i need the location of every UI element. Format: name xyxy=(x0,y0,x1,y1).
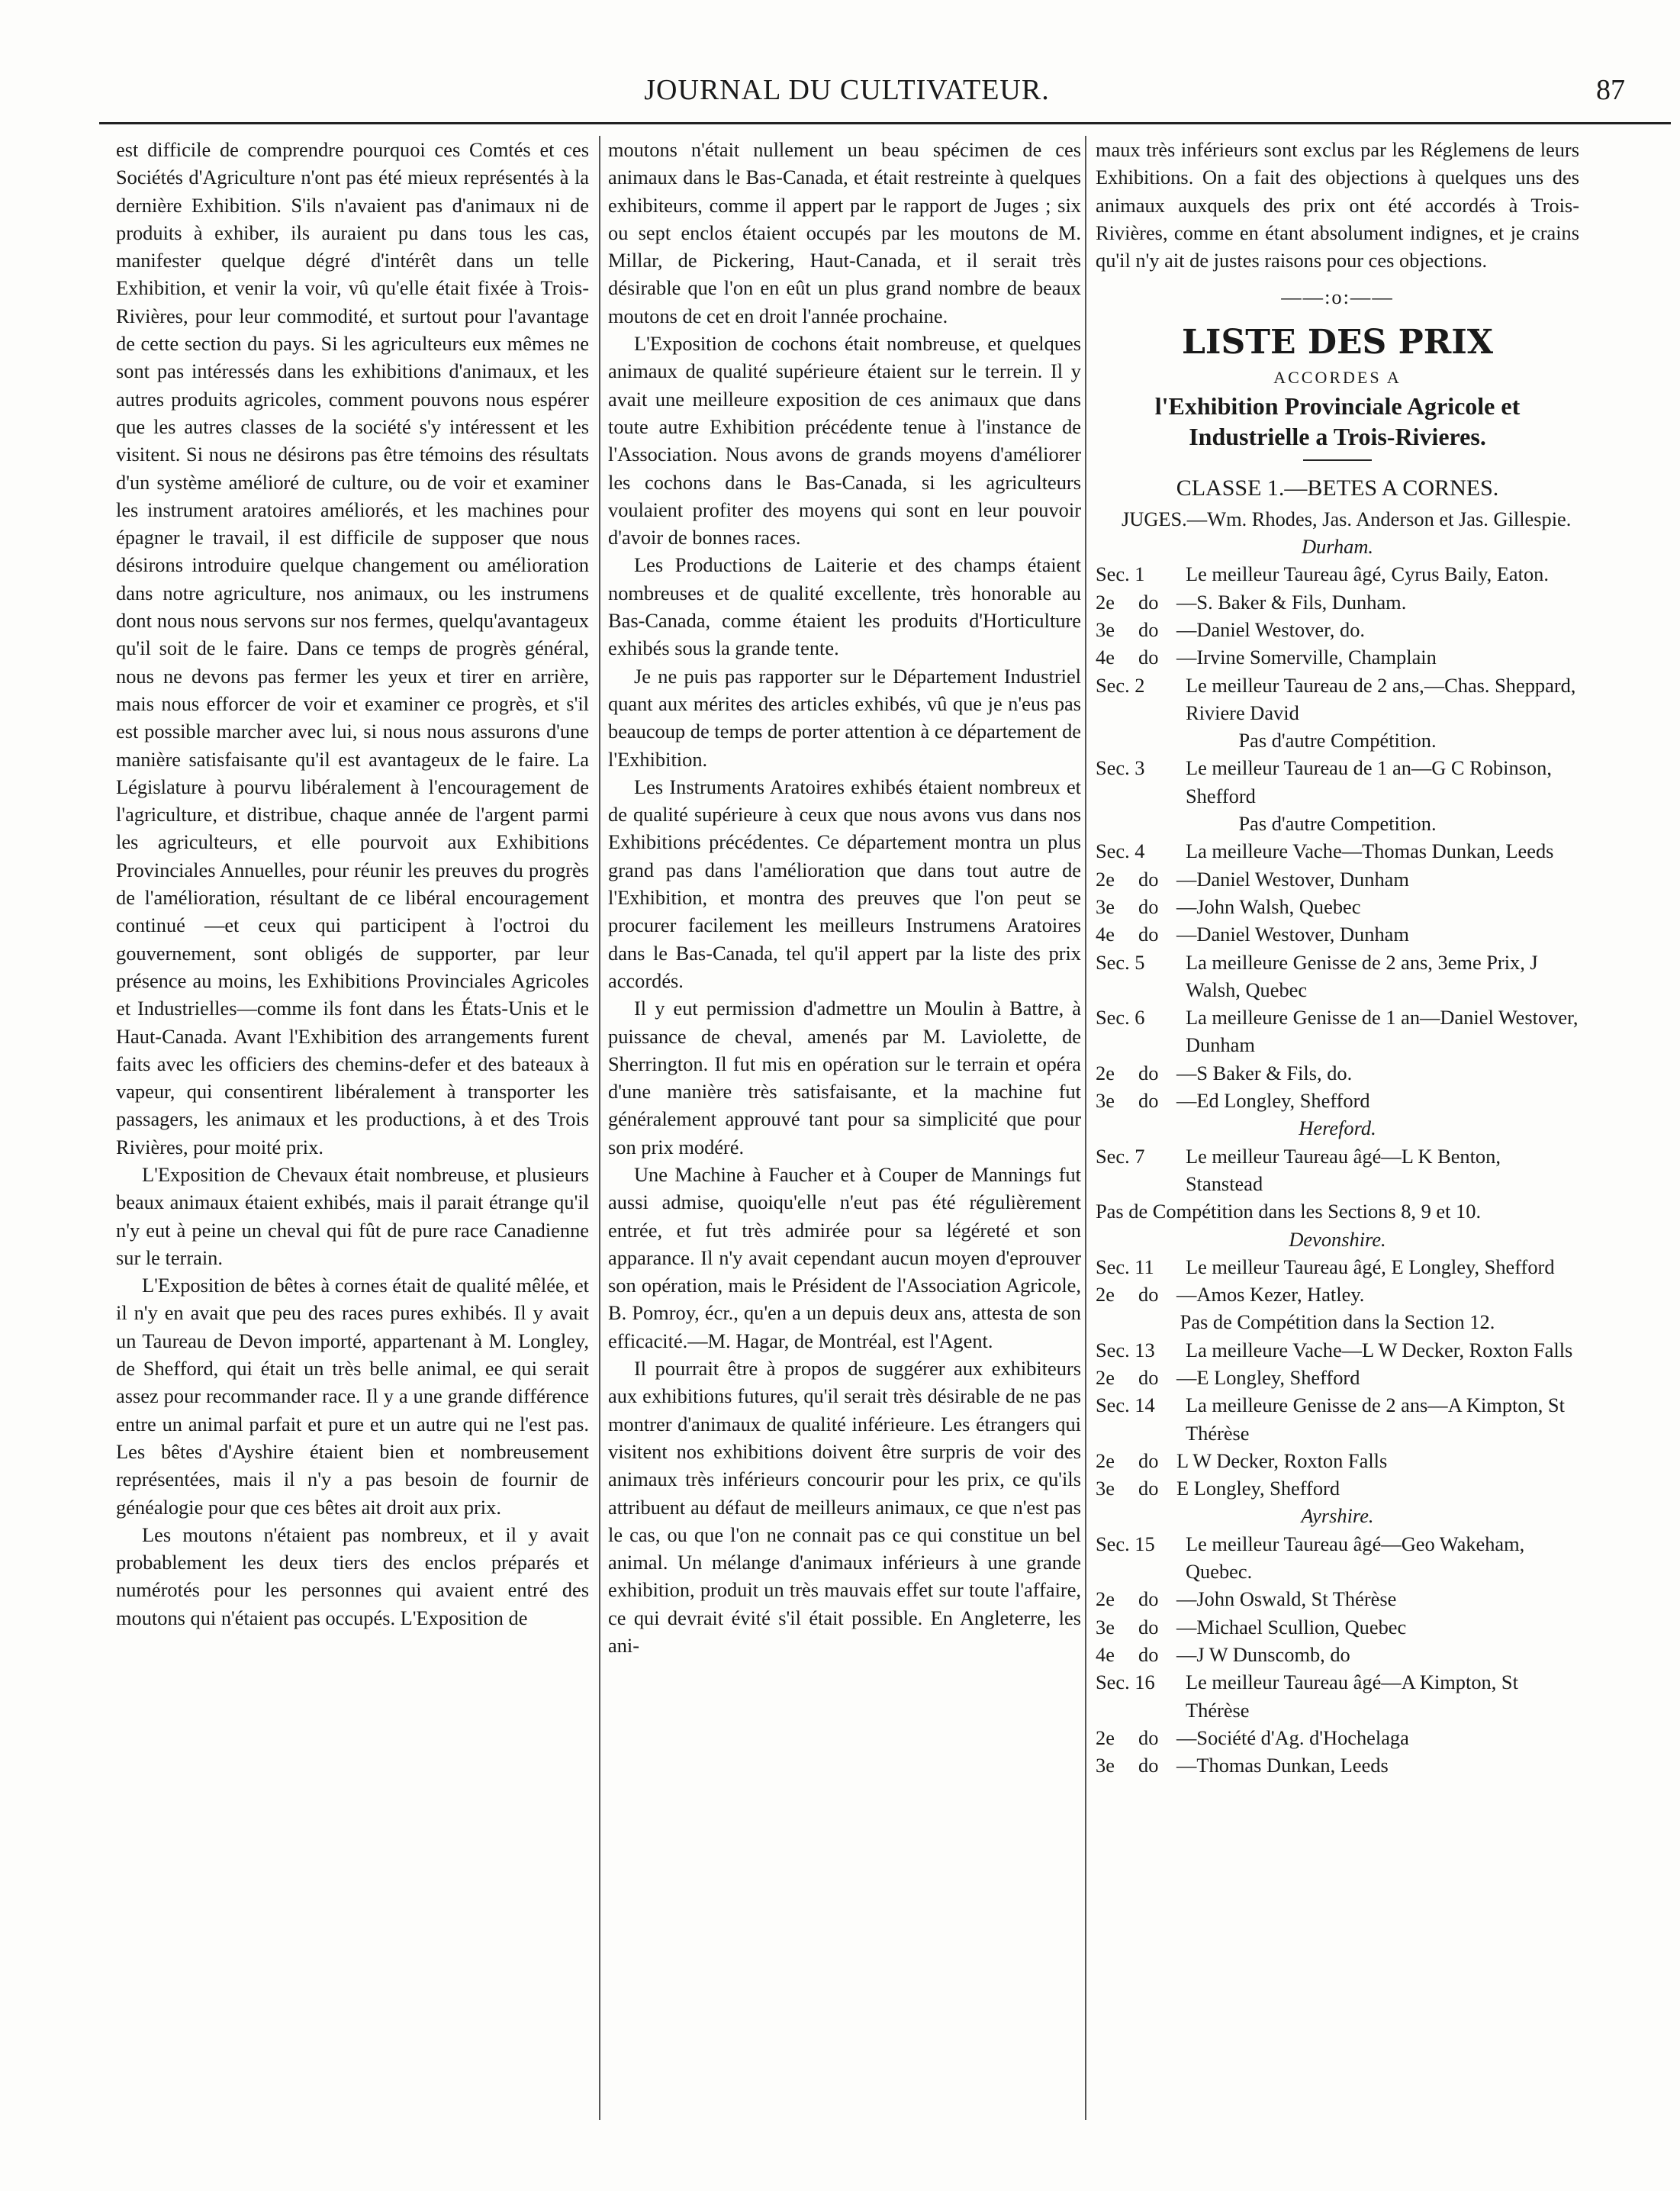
rank-label: 3e xyxy=(1096,1477,1115,1500)
ditto-mark: do xyxy=(1138,1725,1159,1749)
page-number: 87 xyxy=(1596,74,1625,106)
prize-entry xyxy=(1096,1336,1579,1364)
rank-label: 2e xyxy=(1096,867,1115,891)
ditto-mark: do xyxy=(1138,1642,1159,1666)
header-rule xyxy=(99,122,1671,124)
rank-label: 3e xyxy=(1096,1754,1115,1777)
section-label: Sec. 4 xyxy=(1096,839,1145,863)
section-label: Sec. 2 xyxy=(1096,673,1145,697)
ditto-mark: do xyxy=(1138,1754,1159,1777)
entry-text: —Daniel Westover, do. xyxy=(1176,617,1365,641)
prize-entry xyxy=(1096,1253,1579,1281)
rank-label: 2e xyxy=(1096,1725,1115,1749)
section-label: Sec. 16 xyxy=(1096,1671,1155,1694)
prize-entry xyxy=(1096,588,1579,616)
no-competition-note: Pas de Compétition dans la Section 12. xyxy=(1180,1310,1495,1334)
prize-entry xyxy=(1096,1474,1579,1502)
prize-list-title: LISTE DES PRIX xyxy=(1181,322,1494,362)
prize-entry xyxy=(1096,865,1579,893)
ditto-mark: do xyxy=(1138,1365,1159,1389)
prize-entry xyxy=(1096,754,1579,810)
paragraph: L'Exposition de cochons était nombreuse, et quelques animaux de qualité supérieure étaient sur le terrein. Il y avait une meilleure exposition de ces animaux que dans toute autre Exhibition précédente tenue à l'instance de l'Association. Nous avons de grands moyens d'améliorer les cochons dans le Bas-Canada, si les agriculteurs voulaient profiter des moyens qui sont en leur pouvoir d'avoir de bonnes races. xyxy=(608,332,1081,549)
no-competition-note: Pas de Compétition dans les Sections 8, 9 et 10. xyxy=(1096,1200,1482,1223)
entry-text: La meilleure Vache—Thomas Dunkan, Leeds xyxy=(1186,839,1554,863)
entry-text: Le meilleur Taureau âgé—A Kimpton, St Thérèse xyxy=(1186,1671,1518,1722)
rank-label: 4e xyxy=(1096,923,1115,946)
no-competition-note: Pas d'autre Competition. xyxy=(1238,812,1437,836)
entry-text: Le meilleur Taureau âgé, Cyrus Baily, Eaton. xyxy=(1186,562,1549,586)
ditto-mark: do xyxy=(1138,1448,1159,1472)
divider xyxy=(1303,459,1372,461)
entry-text: —S Baker & Fils, do. xyxy=(1176,1061,1353,1084)
breed-heading: Durham. xyxy=(1301,535,1374,559)
paragraph: Une Machine à Faucher et à Couper de Mannings fut aussi admise, quoiqu'elle n'eut pas été régulièrement entrée, et fut très admirée pour sa légéreté et son apparance. Il n'y avait cependant aucun moyen d'eprouver son opération, mais le Président de l'Association Agricole, B. Pomroy, écr., qu'en a un depuis deux ans, attesta de son efficacité.—M. Hagar, de Montréal, est l'Agent. xyxy=(608,1162,1081,1352)
prize-list-subtitle: ACCORDES A xyxy=(1273,367,1402,387)
paragraph: Je ne puis pas rapporter sur le Département Industriel quant aux mérites des articles exhibés, vû que je n'eus pas beaucoup de temps de porter attention à ce département de l'Exhibition. xyxy=(608,664,1081,771)
ditto-mark: do xyxy=(1138,1587,1159,1611)
rank-label: 4e xyxy=(1096,646,1115,669)
paragraph: Les Productions de Laiterie et des champs étaient nombreuses et de qualité excellente, très honorable au Bas-Canada, comme étaient les produits d'Horticulture exhibés sous la grande tente. xyxy=(608,553,1081,660)
prize-entry xyxy=(1096,837,1579,865)
ditto-mark: do xyxy=(1138,867,1159,891)
entry-text: Le meilleur Taureau âgé—L K Benton, Stanstead xyxy=(1186,1144,1501,1195)
section-label: Sec. 1 xyxy=(1096,562,1145,586)
prize-entry xyxy=(1096,1142,1579,1198)
entry-text: —Société d'Ag. d'Hochelaga xyxy=(1176,1725,1409,1749)
column-2 xyxy=(608,136,1081,1659)
entry-text: —Irvine Somerville, Champlain xyxy=(1176,646,1437,669)
section-label: Sec. 7 xyxy=(1096,1144,1145,1168)
ditto-mark: do xyxy=(1138,1283,1159,1307)
prize-entry xyxy=(1096,1668,1579,1724)
ditto-mark: do xyxy=(1138,923,1159,946)
ditto-mark: do xyxy=(1138,646,1159,669)
ditto-mark: do xyxy=(1138,1477,1159,1500)
prize-entry xyxy=(1096,1447,1579,1474)
ditto-mark: do xyxy=(1138,894,1159,918)
entry-text: L W Decker, Roxton Falls xyxy=(1176,1448,1388,1472)
entry-text: —Ed Longley, Shefford xyxy=(1176,1089,1370,1113)
page-header xyxy=(69,73,1625,119)
column-divider xyxy=(1085,136,1086,2120)
prize-entry xyxy=(1096,1004,1579,1059)
paragraph: L'Exposition de Chevaux était nombreuse, et plusieurs beaux animaux étaient exhibés, mais il parait étrange qu'il n'y eut à peine un cheval qui fût de pure race Canadienne sur le terrain. xyxy=(116,1162,589,1269)
rank-label: 2e xyxy=(1096,590,1115,614)
prize-entry xyxy=(1096,1641,1579,1668)
entry-text: La meilleure Vache—L W Decker, Roxton Falls xyxy=(1186,1338,1573,1361)
entry-text: Le meilleur Taureau âgé, E Longley, Shefford xyxy=(1186,1255,1555,1278)
prize-entry xyxy=(1096,643,1579,671)
rank-label: 4e xyxy=(1096,1642,1115,1666)
section-label: Sec. 11 xyxy=(1096,1255,1154,1278)
ditto-mark: do xyxy=(1138,1089,1159,1113)
ditto-mark: do xyxy=(1138,590,1159,614)
breed-heading: Devonshire. xyxy=(1289,1227,1386,1251)
ditto-mark: do xyxy=(1138,1615,1159,1638)
entry-text: Le meilleur Taureau âgé—Geo Wakeham, Quebec. xyxy=(1186,1532,1525,1584)
rank-label: 3e xyxy=(1096,1089,1115,1113)
entry-text: La meilleure Genisse de 2 ans, 3eme Prix, J Walsh, Quebec xyxy=(1186,950,1538,1001)
paragraph: Les Instruments Aratoires exhibés étaient nombreux et de qualité supérieure à ceux que nous avons vus dans nos Exhibitions précédentes. Ce département montra un plus grand pas dans l'amélioration que dans tout autre de l'Exhibition, et montra des preuves que l'on peut se procurer facilement les meilleurs Instrumens Aratoires dans le Bas-Canada, tel qu'il appert par la liste des prix accordés. xyxy=(608,775,1081,992)
column-3 xyxy=(1096,136,1579,1779)
section-label: Sec. 3 xyxy=(1096,756,1145,780)
prize-entry xyxy=(1096,1364,1579,1391)
entry-text: Le meilleur Taureau de 2 ans,—Chas. Sheppard, Riviere David xyxy=(1186,673,1576,724)
column-1 xyxy=(116,136,589,1632)
entry-text: —John Oswald, St Thérèse xyxy=(1176,1587,1397,1611)
prize-entry xyxy=(1096,1751,1579,1779)
prize-entry xyxy=(1096,1613,1579,1641)
entry-text: —S. Baker & Fils, Dunham. xyxy=(1176,590,1407,614)
entry-text: La meilleure Genisse de 2 ans—A Kimpton, St Thérèse xyxy=(1186,1394,1565,1445)
prize-entry xyxy=(1096,672,1579,727)
rank-label: 3e xyxy=(1096,617,1115,641)
entry-text: —Amos Kezer, Hatley. xyxy=(1176,1283,1365,1307)
section-label: Sec. 13 xyxy=(1096,1338,1155,1361)
prize-entry xyxy=(1096,1087,1579,1114)
breed-heading: Ayrshire. xyxy=(1301,1504,1374,1528)
paragraph: est difficile de comprendre pourquoi ces Comtés et ces Sociétés d'Agriculture n'ont pas été mieux représentés à la dernière Exhibition. S'ils n'avaient pas d'animaux ni de produits à exhiber, ils auraient pu dans tous les cas, manifester quelque dégré d'intérêt dans un telle Exhibition, et venir la voir, vû qu'elle était fixée à Trois-Rivières, pour leur commodité, et surtout pour l'avantage de cette section du pays. Si les agriculteurs eux mêmes ne sont pas intéressés dans les exhibitions d'animaux, et les autres produits agricoles, comment pouvons nous espérer que les autres classes de la société s'y intéressent et les visitent. Si nous ne désirons pas être témoins des résultats d'un système amélioré de culture, ou de voir et examiner les instrument aratoires améliorés, et les machines pour épagner le travail, il est difficile de supposer que nous désirons introduire quelque changement ou amélioration dans notre agriculture, nos animaux, ou les instrumens dont nous nous servons sur nos fermes, quelqu'avantageux qu'il soit de le faire. Dans ce temps de progrès général, nous ne devons pas fermer les yeux et tirer en arrière, mais nous efforcer de voir et examiner ce progrès, et s'il est possible marcher avec lui, si nous nous assurons d'une manière satisfaisante qu'il est avantageux de le faire. La Législature à pourvu libéralement à l'encouragement de l'agriculture, et distribue, chaque année de l'argent parmi les agriculteurs, et elle pourvoit aux Exhibitions Provinciales Annuelles, pour réunir les preuves du progrès de l'amélioration, résultant de ce libéral encouragement continué —et ceux qui participent à l'octroi du gouvernement, sont obligés de supporter, par leur présence au moins, les Exhibitions Provinciales Agricoles et Industrielles—comme ils font dans les États-Unis et le Haut-Canada. Avant l'Exhibition des arrangements furent faits avec les officiers des chemins-defer et des bateaux à vapeur, qui consentirent libéralement à transporter les passagers, les animaux et les productions, à et des Trois Rivières, pour moité prix. xyxy=(116,138,589,1158)
prize-entry xyxy=(1096,616,1579,643)
prize-entry xyxy=(1096,920,1579,948)
rank-label: 3e xyxy=(1096,894,1115,918)
entry-text: —Daniel Westover, Dunham xyxy=(1176,867,1409,891)
prize-entry xyxy=(1096,1059,1579,1087)
entry-text: —Daniel Westover, Dunham xyxy=(1176,923,1409,946)
judges-line: JUGES.—Wm. Rhodes, Jas. Anderson et Jas. Gillespie. xyxy=(1122,507,1572,530)
entry-text: E Longley, Shefford xyxy=(1176,1477,1340,1500)
section-label: Sec. 6 xyxy=(1096,1006,1145,1029)
prize-entry xyxy=(1096,1530,1579,1586)
journal-title: JOURNAL DU CULTIVATEUR. xyxy=(644,74,1050,106)
prize-entry xyxy=(1096,1724,1579,1751)
paragraph: moutons n'était nullement un beau spécimen de ces animaux dans le Bas-Canada, et était restreinte à quelques exhibiteurs, comme il appert par le rapport de Juges ; six ou sept enclos étaient occupés par les moutons de M. Millar, de Pickering, Haut-Canada, et il serait très désirable que l'on en eût un plus grand nombre de beaux moutons de cet en droit l'année prochaine. xyxy=(608,138,1081,327)
column-divider xyxy=(599,136,600,2120)
rank-label: 2e xyxy=(1096,1365,1115,1389)
rank-label: 2e xyxy=(1096,1061,1115,1084)
prize-entry xyxy=(1096,1281,1579,1308)
entry-text: —Thomas Dunkan, Leeds xyxy=(1176,1754,1389,1777)
prize-entry xyxy=(1096,949,1579,1004)
entry-text: —J W Dunscomb, do xyxy=(1176,1642,1350,1666)
section-label: Sec. 15 xyxy=(1096,1532,1155,1555)
prize-entry xyxy=(1096,560,1579,588)
section-label: Sec. 5 xyxy=(1096,950,1145,974)
rank-label: 2e xyxy=(1096,1587,1115,1611)
separator: ——:o:—— xyxy=(1281,285,1394,309)
ditto-mark: do xyxy=(1138,617,1159,641)
prize-entry xyxy=(1096,893,1579,920)
prize-entry xyxy=(1096,1391,1579,1447)
class-heading: CLASSE 1.—BETES A CORNES. xyxy=(1176,475,1499,501)
no-competition-note: Pas d'autre Compétition. xyxy=(1238,729,1437,752)
rank-label: 2e xyxy=(1096,1448,1115,1472)
rank-label: 3e xyxy=(1096,1615,1115,1638)
paragraph: L'Exposition de bêtes à cornes était de qualité mêlée, et il n'y en avait que peu des races pures exhibés. Il y avait un Taureau de Devon importé, appartenant à M. Longley, de Shefford, qui était un très belle animal, ee qui serait assez pour recommander race. Il y a une grande différence entre un animal parfait et pure et un autre qui ne l'est pas. Les bêtes d'Ayshire étaient bien et nombreusement représentées, mais il n'y a pas besoin de fournir de généalogie pour que ces bêtes ait droit aux prix. xyxy=(116,1274,589,1519)
entry-text: —E Longley, Shefford xyxy=(1176,1365,1360,1389)
paragraph: Les moutons n'étaient pas nombreux, et il y avait probablement les deux tiers des enclos préparés et numérotés pour les personnes qui avaient entré des moutons qui n'étaient pas occupés. L'Exposition de xyxy=(116,1522,589,1629)
paragraph: maux très inférieurs sont exclus par les Réglemens de leurs Exhibitions. On a fait des objections à quelques uns des animaux auxquels des prix ont été accordés à Trois-Rivières, comme en étant absolument indignes, et je crains qu'il n'y ait de justes raisons pour ces objections. xyxy=(1096,138,1579,272)
paragraph: Il pourrait être à propos de suggérer aux exhibiteurs aux exhibitions futures, qu'il serait très désirable de ne pas montrer d'animaux de qualité inférieure. Les étrangers qui visitent nos exhibitions doivent être surpris de voir des animaux très inférieurs concourir pour les prix, ce qu'ils attribuent au défaut de meilleurs animaux, ce que n'est pas le cas, ou que l'on ne connait pas ce qui constitue un bel animal. Un mélange d'animaux inférieurs à une grande exhibition, produit un très mauvais effet sur toute l'affaire, ce qui devrait évité s'il était possible. En Angleterre, les ani- xyxy=(608,1357,1081,1658)
entry-text: La meilleure Genisse de 1 an—Daniel Westover, Dunham xyxy=(1186,1006,1579,1057)
paragraph: Il y eut permission d'admettre un Moulin à Battre, à puissance de cheval, amenés par M. Laviolette, de Sherrington. Il fut mis en opération sur le terrain et opéra d'une manière très satisfaisante, et la machine fut généralement approuvé tant pour sa simplicité que pour son prix modéré. xyxy=(608,997,1081,1158)
breed-heading: Hereford. xyxy=(1299,1116,1376,1140)
exhibition-title: l'Exhibition Provinciale Agricole et Industrielle a Trois-Rivieres. xyxy=(1154,391,1521,450)
section-label: Sec. 14 xyxy=(1096,1394,1155,1417)
entry-text: —John Walsh, Quebec xyxy=(1176,894,1361,918)
prize-entry xyxy=(1096,1585,1579,1613)
ditto-mark: do xyxy=(1138,1061,1159,1084)
entry-text: —Michael Scullion, Quebec xyxy=(1176,1615,1407,1638)
entry-text: Le meilleur Taureau de 1 an—G C Robinson, Shefford xyxy=(1186,756,1552,807)
rank-label: 2e xyxy=(1096,1283,1115,1307)
